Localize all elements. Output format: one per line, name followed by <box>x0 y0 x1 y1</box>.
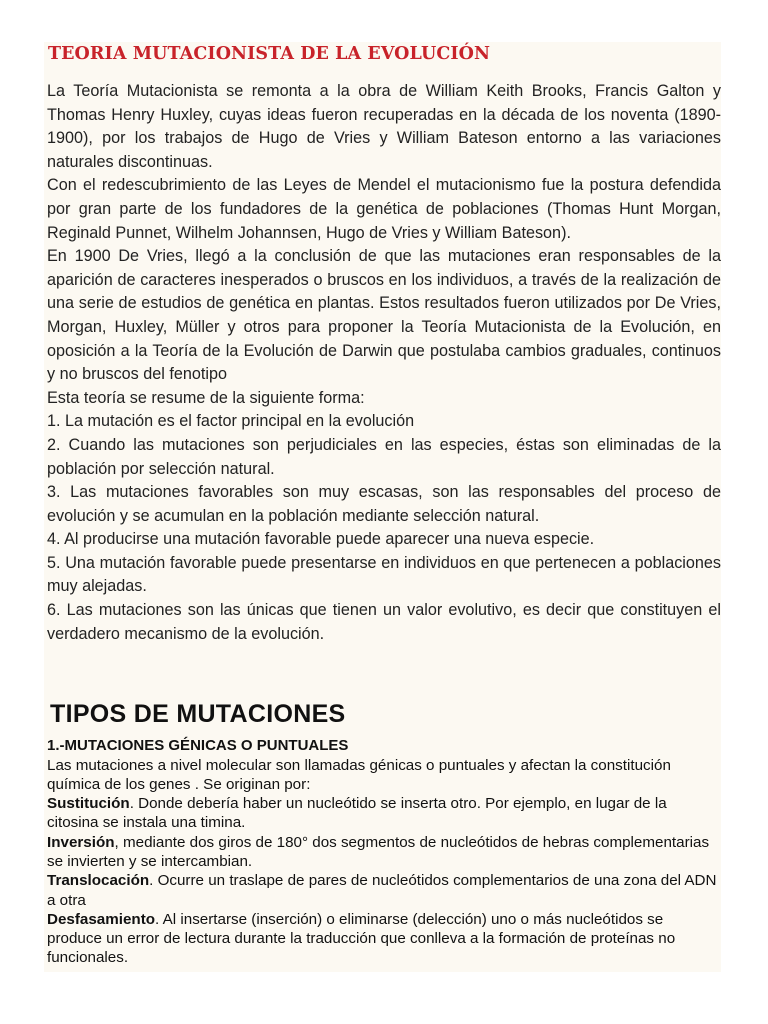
paragraph: Con el redescubrimiento de las Leyes de Mendel el mutacionismo fue la postura defendida por gran parte de los fundadores de la genética de poblaciones (Thomas Hunt Morgan, Reginald Punnet, Wilhelm Johannsen, Hugo de Vries y William Bateson). <box>47 176 721 242</box>
list-item: 1. La mutación es el factor principal en la evolución <box>47 412 415 431</box>
mutation-type-term: Sustitución <box>47 795 130 813</box>
mutation-type-item <box>47 910 717 968</box>
mutation-type-description: , mediante dos giros de 180° dos segmentos de nucleótidos de hebras complementarias se invierten y se intercambian. <box>47 833 710 870</box>
document-page <box>44 42 721 972</box>
list-item: 6. Las mutaciones son las únicas que tienen un valor evolutivo, es decir que constituyen el verdadero mecanismo de la evolución. <box>47 601 721 643</box>
mutation-type-item <box>47 871 717 910</box>
paragraph: Esta teoría se resume de la siguiente forma: <box>47 388 365 407</box>
mutation-types-section <box>47 736 717 968</box>
list-item: 2. Cuando las mutaciones son perjudiciales en las especies, éstas son eliminadas de la población por selección natural. <box>47 435 721 478</box>
document-title: TEORIA MUTACIONISTA DE LA EVOLUCIÓN <box>48 44 491 64</box>
section-title: TIPOS DE MUTACIONES <box>50 700 346 728</box>
mutation-type-term: Inversión <box>47 833 115 851</box>
mutation-type-term: Desfasamiento <box>47 910 156 928</box>
body-text <box>47 80 721 646</box>
section-subtitle: 1.-MUTACIONES GÉNICAS O PUNTUALES <box>47 737 349 754</box>
mutation-type-item <box>47 794 717 833</box>
mutation-type-description: . Al insertarse (inserción) o eliminarse (delección) uno o más nucleótidos se produce un error de lectura durante la traducción que conlleva a la formación de proteínas no funcionales. <box>47 910 676 967</box>
list-item: 4. Al producirse una mutación favorable puede aparecer una nueva especie. <box>47 530 595 549</box>
list-item: 5. Una mutación favorable puede presentarse en individuos en que pertenecen a poblaciones muy alejadas. <box>47 553 721 596</box>
mutation-type-description: . Ocurre un traslape de pares de nucleótidos complementarios de una zona del ADN a otra <box>47 872 717 909</box>
mutation-type-term: Translocación <box>47 872 150 890</box>
paragraph: En 1900 De Vries, llegó a la conclusión de que las mutaciones eran responsables de la aparición de caracteres inesperados o bruscos en los individuos, a través de la realización de una serie de estudios de genética en plantas. Estos resultados fueron utilizados por De Vries, Morgan, Huxley, Müller y otros para proponer la Teoría Mutacionista de la Evolución, en oposición a la Teoría de la Evolución de Darwin que postulaba cambios graduales, continuos y no bruscos del fenotipo <box>47 247 721 384</box>
mutation-type-item <box>47 833 717 872</box>
section-intro: Las mutaciones a nivel molecular son llamadas génicas o puntuales y afectan la constitución química de los genes . Se originan por: <box>47 756 671 793</box>
mutation-type-description: . Donde debería haber un nucleótido se inserta otro. Por ejemplo, en lugar de la citosina se instala una timina. <box>47 795 667 832</box>
paragraph: La Teoría Mutacionista se remonta a la obra de William Keith Brooks, Francis Galton y Thomas Henry Huxley, cuyas ideas fueron recuperadas en la década de los noventa (1890-1900), por los trabajos de Hugo de Vries y William Bateson entorno a las variaciones naturales discontinuas. <box>47 82 721 171</box>
list-item: 3. Las mutaciones favorables son muy escasas, son las responsables del proceso de evolución y se acumulan en la población mediante selección natural. <box>47 483 721 525</box>
